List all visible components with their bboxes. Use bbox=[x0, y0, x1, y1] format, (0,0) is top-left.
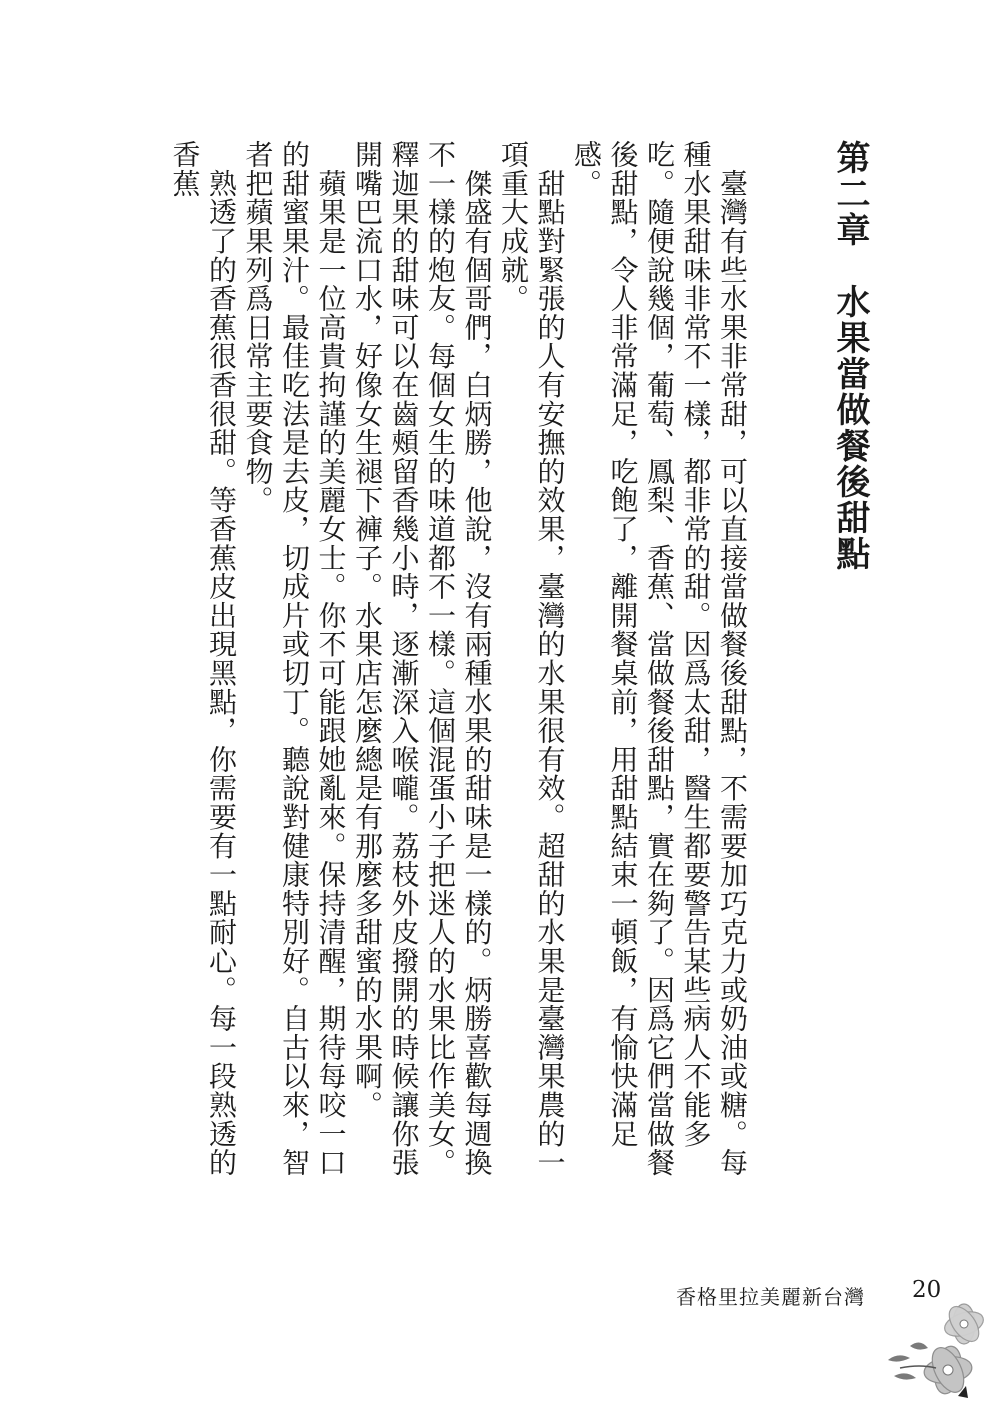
chapter-title: 第二章 水果當做餐後甜點 bbox=[830, 140, 870, 572]
page-number: 20 bbox=[912, 1277, 942, 1303]
paragraph: 臺灣有些水果非常甜，可以直接當做餐後甜點，不需要加巧克力或奶油或糖。每種水果甜味非常不一樣，都非常的甜。因爲太甜，醫生都要警告某些病人不能多吃。隨便說幾個，葡萄、鳳梨、香蕉、當做餐後甜點，實在夠了。因爲它們當做餐後甜點，令人非常滿足，吃飽了，離開餐桌前，用甜點結束一頓飯，有愉快滿足感。 bbox=[570, 140, 749, 1177]
footer-book-title: 香格里拉美麗新台灣 bbox=[676, 1285, 865, 1309]
paragraph: 甜點對緊張的人有安撫的效果，臺灣的水果很有效。超甜的水果是臺灣果農的一項重大成就。 bbox=[497, 140, 567, 1177]
paragraph: 蘋果是一位高貴拘謹的美麗女士。你不可能跟她亂來。保持清醒，期待每咬一口的甜蜜果汁。最佳吃法是去皮，切成片或切丁。聽說對健康特別好。自古以來，智者把蘋果列爲日常主要食物。 bbox=[241, 140, 348, 1177]
body-text bbox=[166, 140, 750, 1180]
paragraph: 傑盛有個哥們，白炳勝，他說，沒有兩種水果的甜味是一樣的。炳勝喜歡每週換不一樣的炮友。每個女生的味道都不一樣。這個混蛋小子把迷人的水果比作美女。釋迦果的甜味可以在齒頰留香幾小時，逐漸深入喉嚨。荔枝外皮撥開的時候讓你張開嘴巴流口水，好像女生褪下褲子。水果店怎麼總是有那麼多甜蜜的水果啊。 bbox=[351, 140, 494, 1177]
flower-decoration-icon bbox=[880, 1298, 998, 1418]
paragraph: 熟透了的香蕉很香很甜。等香蕉皮出現黑點，你需要有一點耐心。每一段熟透的香蕉 bbox=[168, 140, 238, 1177]
